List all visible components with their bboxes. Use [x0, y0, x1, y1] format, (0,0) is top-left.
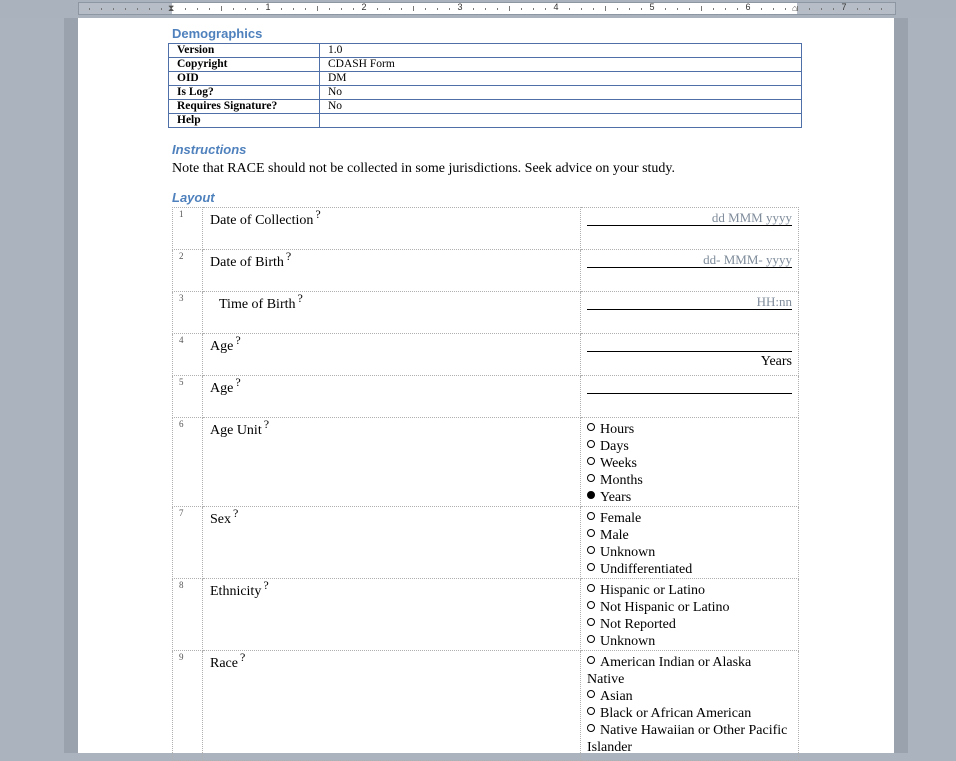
help-question-icon[interactable]: ?	[263, 417, 270, 432]
radio-option-label: Years	[600, 490, 632, 505]
ruler-tick	[629, 8, 630, 10]
ruler-tick	[305, 8, 306, 10]
item-control-cell	[581, 292, 799, 334]
ruler-tick	[533, 8, 534, 10]
ruler-tick	[713, 8, 714, 10]
ruler-number: 5	[649, 2, 655, 12]
property-value: No	[320, 86, 802, 100]
ruler-tick	[641, 8, 642, 10]
property-row	[169, 58, 802, 72]
demographics-heading: Demographics	[172, 26, 263, 41]
ruler-tick	[425, 8, 426, 10]
property-value	[320, 114, 802, 128]
property-value: 1.0	[320, 44, 802, 58]
ruler-tick	[401, 8, 402, 10]
property-key: Is Log?	[169, 86, 320, 100]
layout-heading: Layout	[172, 190, 215, 205]
ruler-tick	[413, 6, 414, 11]
form-item-row	[173, 418, 799, 507]
radio-option[interactable]	[587, 633, 792, 650]
text-input-field[interactable]: HH:nn	[587, 295, 792, 310]
ruler-tick	[581, 8, 582, 10]
radio-option[interactable]	[587, 688, 792, 705]
property-row	[169, 86, 802, 100]
item-label-text: Age Unit	[210, 423, 262, 438]
item-label-text: Date of Birth	[210, 255, 284, 270]
item-label-cell	[203, 579, 581, 651]
item-number: 4	[173, 334, 203, 376]
radio-selected-icon[interactable]	[587, 491, 595, 499]
ruler-tick	[677, 8, 678, 10]
ruler-tick	[101, 8, 102, 10]
item-label-text: Age	[210, 339, 234, 354]
ruler-tick	[785, 8, 786, 10]
ruler-tick	[257, 8, 258, 10]
item-label-text: Sex	[210, 512, 231, 527]
property-row	[169, 44, 802, 58]
horizontal-ruler[interactable]	[0, 0, 956, 18]
indent-marker-icon[interactable]: ⧗	[168, 3, 175, 13]
radio-option-label: Undifferentiated	[600, 562, 693, 577]
item-control-cell	[581, 579, 799, 651]
radio-option[interactable]	[587, 705, 792, 722]
ruler-tick	[545, 8, 546, 10]
help-question-icon[interactable]: ?	[263, 578, 269, 593]
property-row	[169, 114, 802, 128]
item-label	[210, 292, 303, 313]
instructions-text: Note that RACE should not be collected in some jurisdictions. Seek advice on your study.	[172, 161, 676, 176]
radio-empty-icon[interactable]	[587, 423, 595, 431]
radio-option[interactable]	[587, 616, 792, 633]
ruler-tick	[209, 8, 210, 10]
radio-option-label: Female	[600, 511, 642, 526]
ruler-tick	[161, 8, 162, 10]
item-label-cell	[203, 334, 581, 376]
ruler-number: 1	[265, 2, 271, 12]
item-label	[210, 376, 241, 397]
help-question-icon[interactable]: ?	[239, 650, 246, 665]
ruler-strip[interactable]	[78, 2, 896, 15]
instructions-heading: Instructions	[172, 142, 247, 157]
ruler-tick	[353, 8, 354, 10]
property-key: Version	[169, 44, 320, 58]
text-input-field[interactable]	[587, 379, 792, 394]
radio-empty-icon[interactable]	[587, 563, 595, 571]
radio-option-label: Hours	[600, 422, 635, 437]
item-label	[210, 507, 238, 528]
item-control-cell	[581, 651, 799, 761]
ruler-number: 7	[841, 2, 847, 12]
ruler-tick	[449, 8, 450, 10]
ruler-tick	[761, 8, 762, 10]
form-item-row	[173, 334, 799, 376]
ruler-tick	[233, 8, 234, 10]
properties-table	[168, 43, 802, 128]
form-item-row	[173, 292, 799, 334]
radio-option-label: Native Hawaiian or Other Pacific Islander	[587, 723, 788, 755]
item-label	[210, 208, 321, 229]
radio-option-label: Black or African American	[600, 706, 752, 721]
radio-option-label: Male	[600, 528, 629, 543]
radio-option-label: Asian	[600, 689, 633, 704]
radio-empty-icon[interactable]	[587, 584, 595, 592]
form-item-row	[173, 579, 799, 651]
item-label	[210, 651, 245, 672]
radio-option[interactable]	[587, 654, 792, 688]
item-label	[210, 579, 269, 600]
radio-empty-icon[interactable]	[587, 440, 595, 448]
ruler-tick	[125, 8, 126, 10]
ruler-tick	[689, 8, 690, 10]
radio-option-label: Unknown	[600, 634, 656, 649]
radio-empty-icon[interactable]	[587, 635, 595, 643]
item-label-cell	[203, 376, 581, 418]
property-key: Help	[169, 114, 320, 128]
units-label: Years	[760, 354, 792, 369]
ruler-tick	[809, 8, 810, 10]
radio-empty-icon[interactable]	[587, 618, 595, 626]
ruler-tick	[437, 8, 438, 10]
property-row	[169, 100, 802, 114]
radio-option[interactable]	[587, 421, 792, 438]
ruler-tick	[485, 8, 486, 10]
ruler-tick	[725, 8, 726, 10]
radio-option[interactable]	[587, 722, 792, 756]
item-number: 2	[173, 250, 203, 292]
property-value: CDASH Form	[320, 58, 802, 72]
radio-empty-icon[interactable]	[587, 724, 595, 732]
radio-option[interactable]	[587, 582, 792, 599]
item-label-text: Race	[210, 656, 238, 671]
ruler-tick	[317, 6, 318, 11]
radio-empty-icon[interactable]	[587, 656, 595, 664]
item-number: 9	[173, 651, 203, 761]
ruler-tick	[869, 8, 870, 10]
ruler-tick	[329, 8, 330, 10]
item-control-cell	[581, 418, 799, 507]
item-control-cell	[581, 208, 799, 250]
ruler-tick	[185, 8, 186, 10]
item-control-cell	[581, 507, 799, 579]
ruler-tick	[509, 6, 510, 11]
item-number: 1	[173, 208, 203, 250]
radio-option-label: Not Hispanic or Latino	[600, 600, 730, 615]
form-item-row	[173, 208, 799, 250]
item-label	[210, 250, 291, 271]
ruler-tick	[701, 6, 702, 11]
item-label-text: Age	[210, 381, 234, 396]
radio-option-label: Days	[600, 439, 629, 454]
property-value: No	[320, 100, 802, 114]
ruler-number: 6	[745, 2, 751, 12]
ruler-tick	[113, 8, 114, 10]
item-label-text: Date of Collection	[210, 213, 314, 228]
ruler-tick	[521, 8, 522, 10]
item-label	[210, 334, 241, 355]
text-input-field[interactable]: dd MMM yyyy	[587, 211, 792, 226]
radio-option-label: Weeks	[600, 456, 637, 471]
item-label-cell	[203, 651, 581, 761]
radio-option[interactable]	[587, 510, 792, 527]
ruler-tick	[341, 8, 342, 10]
help-question-icon[interactable]: ?	[233, 506, 239, 521]
ruler-tick	[569, 8, 570, 10]
ruler-number: 4	[553, 2, 559, 12]
radio-option-label: Not Reported	[600, 617, 676, 632]
radio-option[interactable]	[587, 527, 792, 544]
property-row	[169, 72, 802, 86]
radio-empty-icon[interactable]	[587, 601, 595, 609]
radio-empty-icon[interactable]	[587, 690, 595, 698]
item-label-text: Ethnicity	[210, 584, 262, 599]
ruler-tick	[773, 8, 774, 10]
form-item-row	[173, 376, 799, 418]
item-number: 7	[173, 507, 203, 579]
ruler-tick	[857, 8, 858, 10]
radio-option-label: Months	[600, 473, 643, 488]
form-item-row	[173, 507, 799, 579]
ruler-tick	[377, 8, 378, 10]
ruler-tick	[617, 8, 618, 10]
radio-empty-icon[interactable]	[587, 474, 595, 482]
item-number: 5	[173, 376, 203, 418]
radio-empty-icon[interactable]	[587, 457, 595, 465]
form-item-row	[173, 651, 799, 761]
item-label-cell	[203, 292, 581, 334]
item-label-cell	[203, 250, 581, 292]
ruler-tick	[281, 8, 282, 10]
radio-option[interactable]	[587, 489, 792, 506]
text-input-field[interactable]	[587, 337, 792, 352]
document-page[interactable]	[78, 18, 894, 753]
ruler-tick	[473, 8, 474, 10]
ruler-tick	[197, 8, 198, 10]
item-control-cell	[581, 250, 799, 292]
property-key: Requires Signature?	[169, 100, 320, 114]
ruler-number: 2	[361, 2, 367, 12]
radio-empty-icon[interactable]	[587, 512, 595, 520]
radio-option[interactable]	[587, 599, 792, 616]
item-control-cell	[581, 334, 799, 376]
ruler-tick	[665, 8, 666, 10]
item-label-cell	[203, 507, 581, 579]
item-label-cell	[203, 208, 581, 250]
ruler-tick	[221, 6, 222, 11]
property-key: OID	[169, 72, 320, 86]
radio-option[interactable]	[587, 544, 792, 561]
property-value: DM	[320, 72, 802, 86]
radio-empty-icon[interactable]	[587, 707, 595, 715]
ruler-tick	[389, 8, 390, 10]
form-item-row	[173, 250, 799, 292]
radio-option[interactable]	[587, 438, 792, 455]
item-control-cell	[581, 376, 799, 418]
ruler-tick	[605, 6, 606, 11]
ruler-tick	[833, 8, 834, 10]
item-number: 3	[173, 292, 203, 334]
help-question-icon[interactable]: ?	[297, 291, 303, 306]
ruler-tick	[737, 8, 738, 10]
radio-option[interactable]	[587, 455, 792, 472]
ruler-tick	[89, 8, 90, 10]
ruler-tick	[149, 8, 150, 10]
ruler-number: 3	[457, 2, 463, 12]
radio-option[interactable]	[587, 561, 792, 578]
radio-option-label: Unknown	[600, 545, 656, 560]
help-question-icon[interactable]: ?	[235, 333, 241, 348]
item-label-text: Time of Birth	[219, 297, 296, 312]
right-indent-marker-icon[interactable]: ⌂	[792, 3, 798, 13]
ruler-tick	[797, 6, 798, 11]
help-question-icon[interactable]: ?	[315, 207, 321, 222]
radio-option[interactable]	[587, 472, 792, 489]
ruler-tick	[821, 8, 822, 10]
radio-option-label: American Indian or Alaska Native	[587, 655, 752, 687]
ruler-tick	[497, 8, 498, 10]
radio-option-label: Hispanic or Latino	[600, 583, 705, 598]
layout-table	[172, 207, 799, 761]
help-question-icon[interactable]: ?	[235, 375, 241, 390]
ruler-tick	[881, 8, 882, 10]
radio-empty-icon[interactable]	[587, 529, 595, 537]
property-key: Copyright	[169, 58, 320, 72]
text-input-field[interactable]: dd- MMM- yyyy	[587, 253, 792, 268]
item-label-cell	[203, 418, 581, 507]
item-label	[210, 418, 269, 439]
item-number: 8	[173, 579, 203, 651]
ruler-tick	[137, 8, 138, 10]
ruler-tick	[593, 8, 594, 10]
ruler-tick	[245, 8, 246, 10]
radio-empty-icon[interactable]	[587, 546, 595, 554]
ruler-tick	[293, 8, 294, 10]
item-number: 6	[173, 418, 203, 507]
help-question-icon[interactable]: ?	[285, 249, 292, 264]
